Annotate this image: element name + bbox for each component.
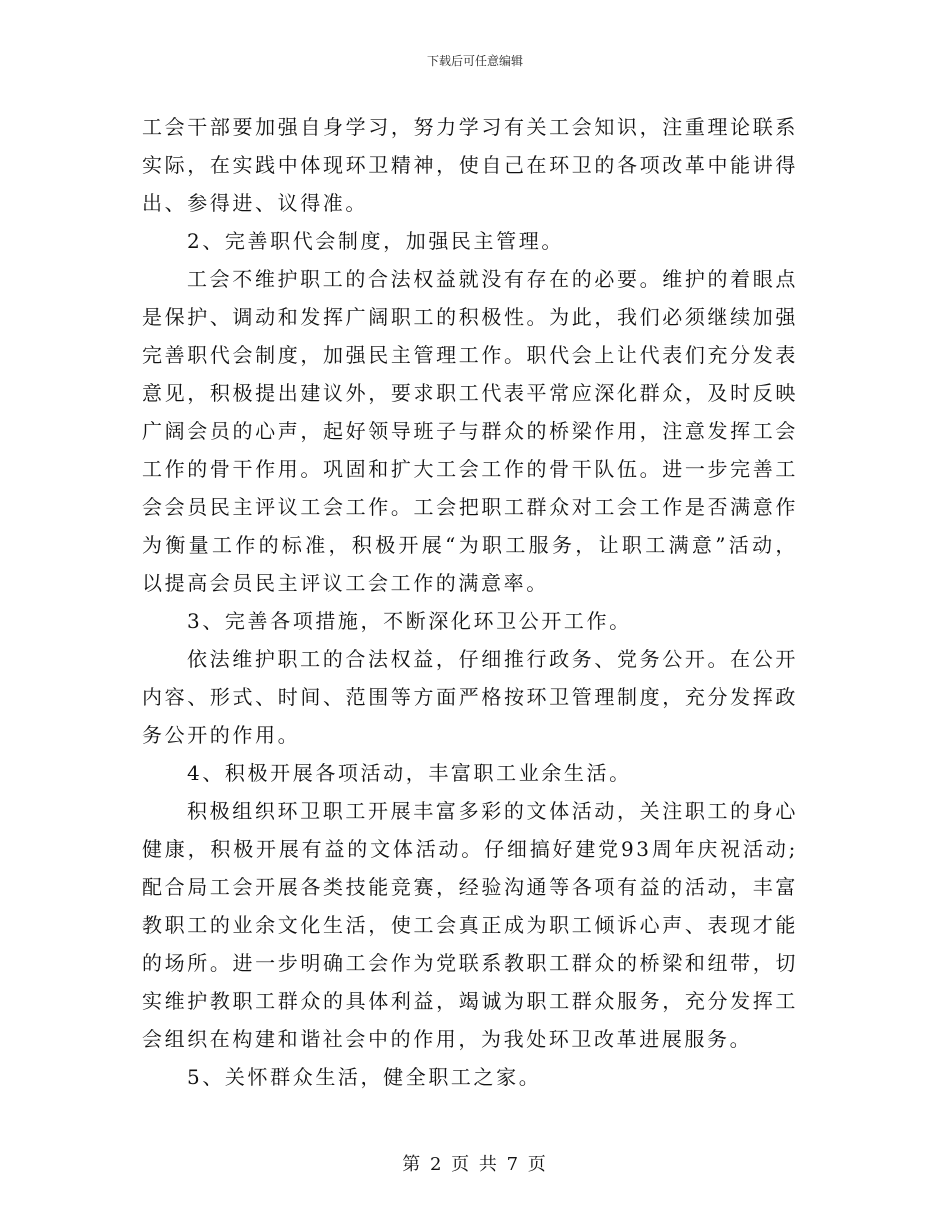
section-heading: 2、完善职代会制度，加强民主管理。 [187, 229, 564, 253]
page-footer [0, 1153, 950, 1177]
page-number: 第 2 页 共 7 页 [402, 1154, 548, 1175]
header-note: 下载后可任意编辑 [426, 54, 523, 68]
paragraph: 积极组织环卫职工开展丰富多彩的文体活动，关注职工的身心健康，积极开展有益的文体活动。仔细搞好建党93周年庆祝活动;配合局工会开展各类技能竞赛，经验沟通等各项有益的活动，丰富教职工的业余文化生活，使工会真正成为职工倾诉心声、表现才能的场所。进一步明确工会作为党联系教职工群众的桥梁和纽带，切实维护教职工群众的具体利益，竭诚为职工群众服务，充分发挥工会组织在构建和谐社会中的作用，为我处环卫改革进展服务。 [142, 799, 798, 1051]
paragraph: 依法维护职工的合法权益，仔细推行政务、党务公开。在公开内容、形式、时间、范围等方面严格按环卫管理制度，充分发挥政务公开的作用。 [142, 647, 798, 747]
paragraph: 工会干部要加强自身学习，努力学习有关工会知识，注重理论联系实际，在实践中体现环卫精神，使自己在环卫的各项改革中能讲得出、参得进、议得准。 [142, 115, 798, 215]
section-heading: 5、关怀群众生活，健全职工之家。 [187, 1065, 542, 1089]
paragraph: 工会不维护职工的合法权益就没有存在的必要。维护的着眼点是保护、调动和发挥广阔职工的积极性。为此，我们必须继续加强完善职代会制度，加强民主管理工作。职代会上让代表们充分发表意见，积极提出建议外，要求职工代表平常应深化群众，及时反映广阔会员的心声，起好领导班子与群众的桥梁作用，注意发挥工会工作的骨干作用。巩固和扩大工会工作的骨干队伍。进一步完善工会会员民主评议工会工作。工会把职工群众对工会工作是否满意作为衡量工作的标准，积极开展“为职工服务，让职工满意”活动，以提高会员民主评议工会工作的满意率。 [142, 267, 798, 595]
section-heading: 3、完善各项措施，不断深化环卫公开工作。 [187, 609, 632, 633]
section-heading: 4、积极开展各项活动，丰富职工业余生活。 [187, 761, 632, 785]
page-header [0, 53, 950, 69]
document-body [142, 108, 798, 1096]
